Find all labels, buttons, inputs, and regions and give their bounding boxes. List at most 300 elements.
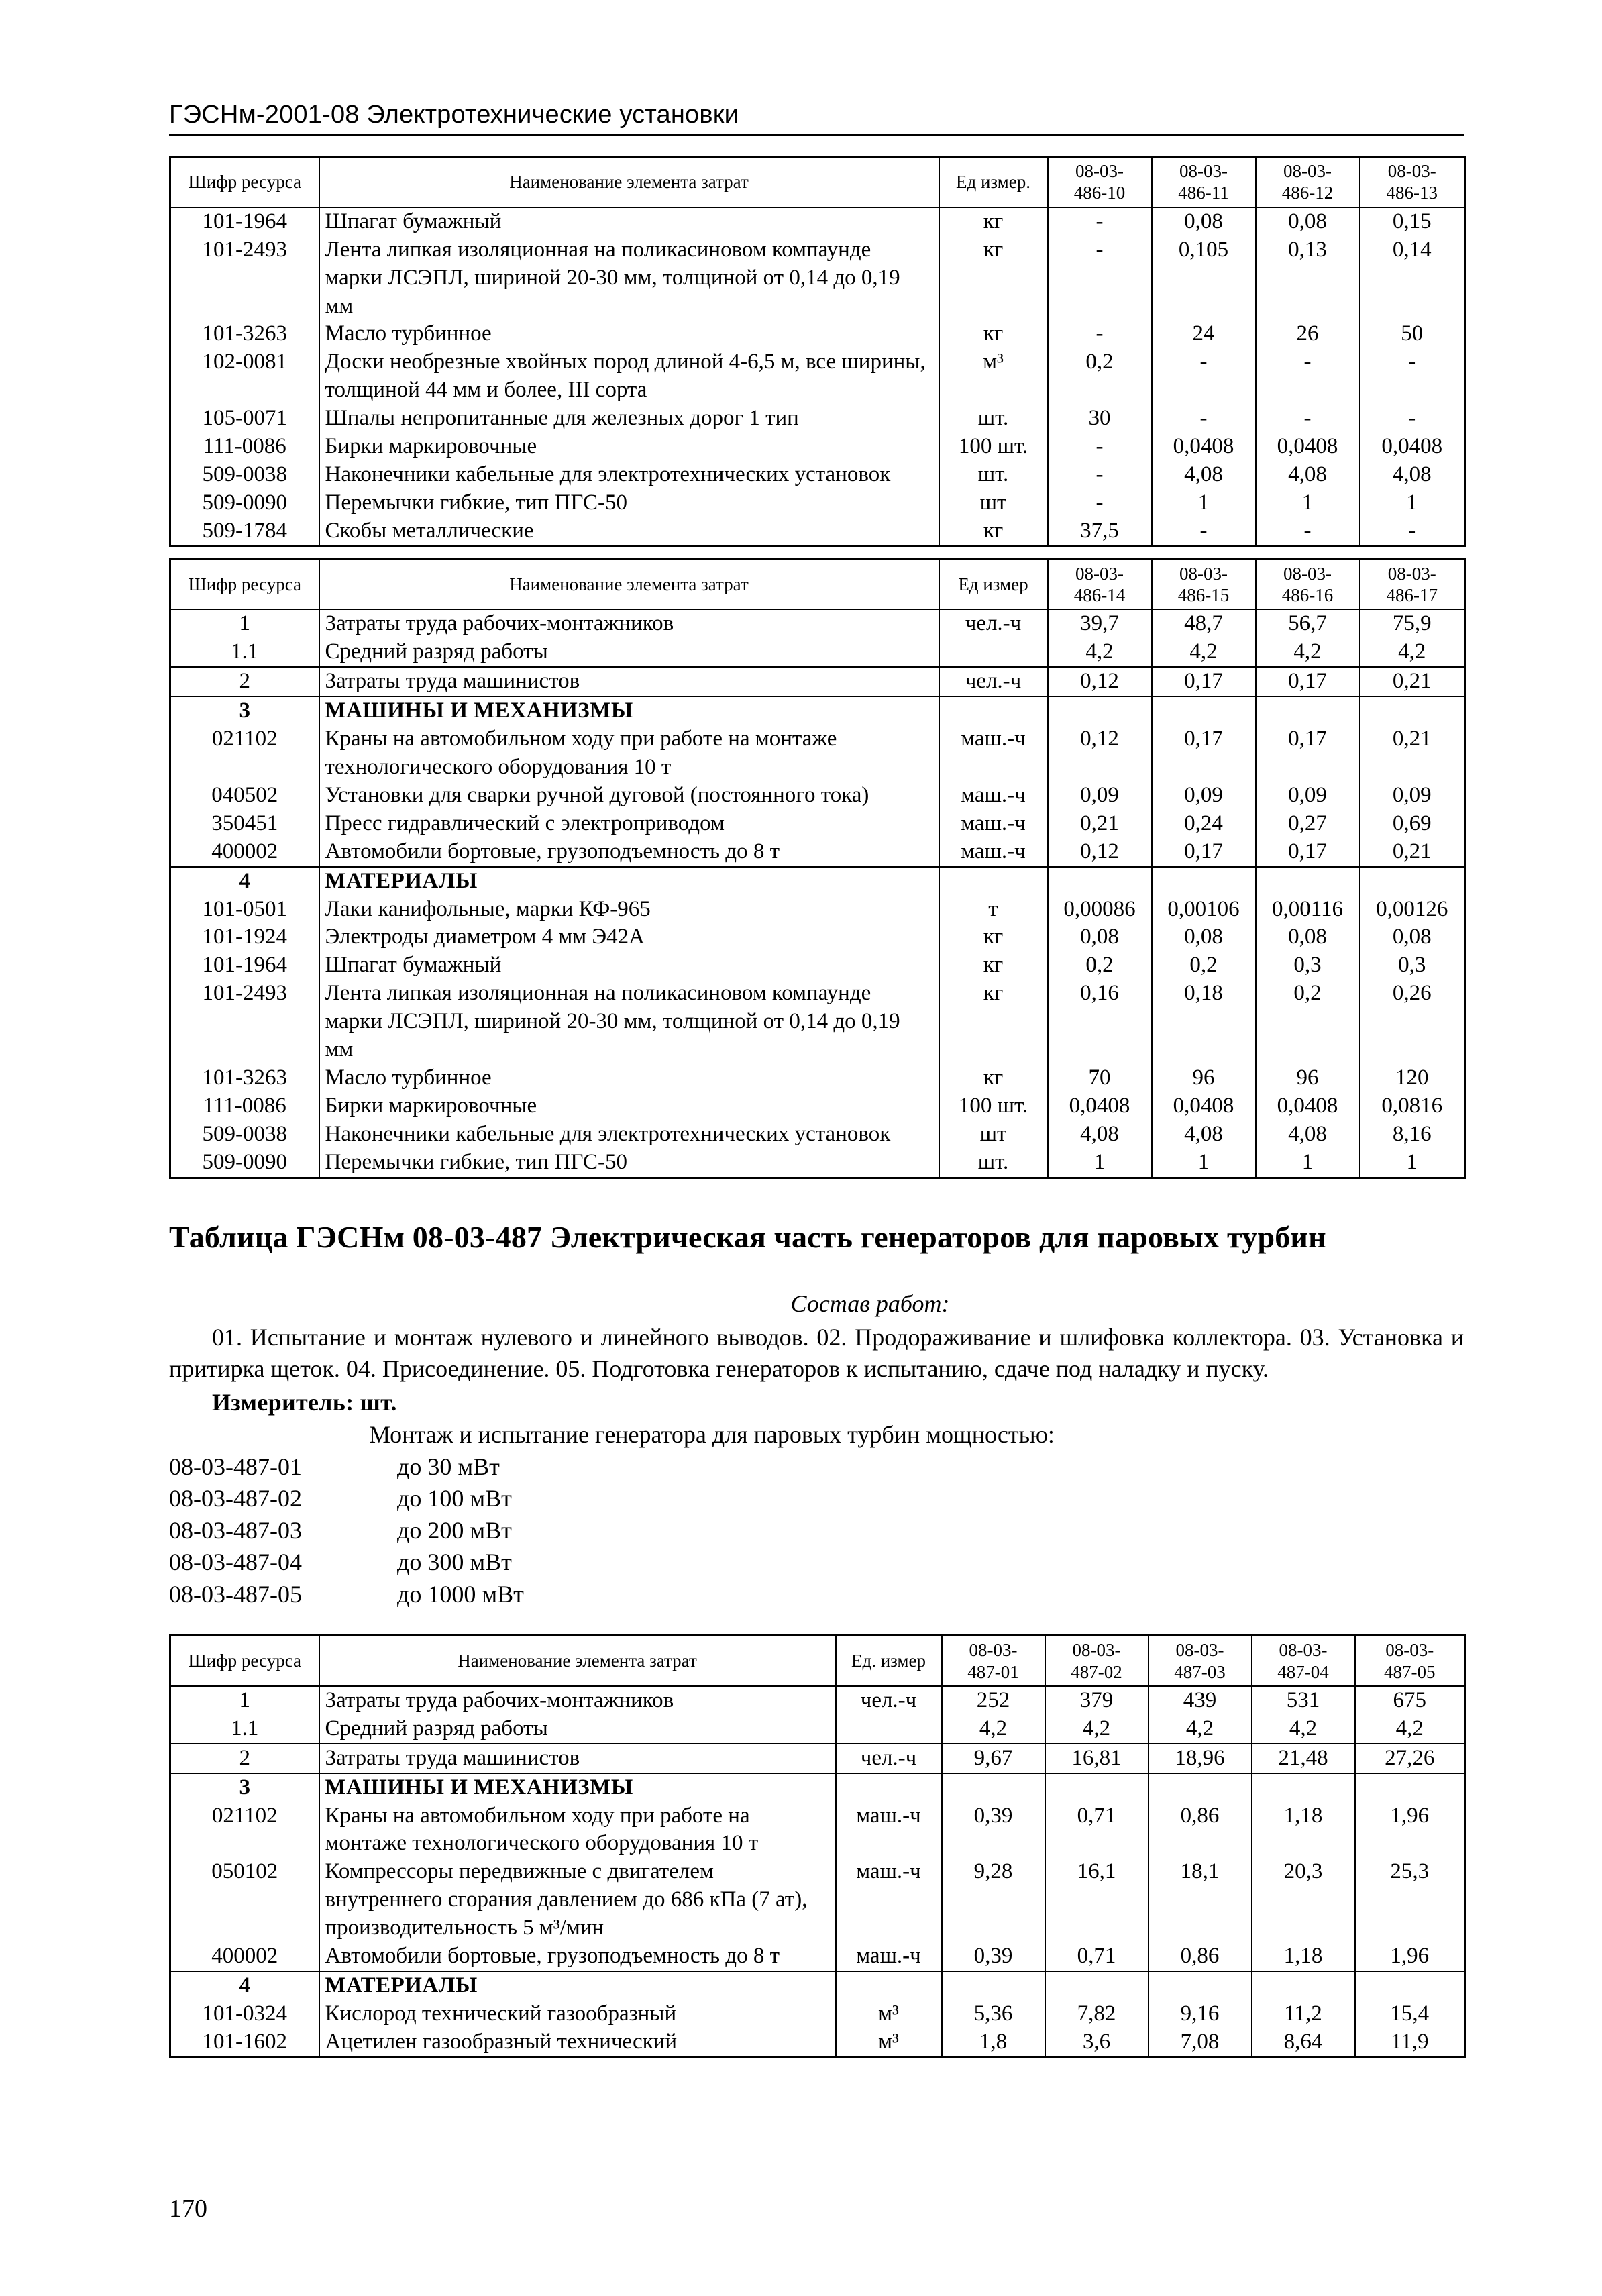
variant-code: 08-03-487-02 — [169, 1485, 302, 1512]
column-header: 08-03- 486-12 — [1256, 157, 1360, 207]
value-cell — [1048, 696, 1152, 725]
value-cell — [1149, 1773, 1252, 1802]
value-cell — [1360, 867, 1465, 896]
table-row — [170, 1744, 1465, 1773]
resource-name: Бирки маркировочные — [319, 433, 939, 461]
unit-of-measure: чел.-ч — [836, 1744, 942, 1773]
resource-code: 040502 — [170, 782, 319, 810]
resource-name: Компрессоры передвижные с двигателем внутреннего сгорания давлением до 686 кПа (7 ат), производительность 5 м³/мин — [319, 1858, 836, 1942]
resource-code: 1 — [170, 609, 319, 638]
table-row — [170, 1715, 1465, 1744]
value-cell: - — [1360, 348, 1465, 405]
section-heading: МАТЕРИАЛЫ — [319, 867, 939, 896]
value-cell: 0,0408 — [1152, 1092, 1256, 1120]
value-cell: 4,08 — [1152, 1120, 1256, 1149]
column-header: 08-03- 486-15 — [1152, 559, 1256, 609]
unit-of-measure: 100 шт. — [939, 433, 1048, 461]
resource-name: Краны на автомобильном ходу при работе на монтаже технологического оборудования 10 т — [319, 1802, 836, 1859]
table-row — [170, 236, 1465, 321]
unit-of-measure — [836, 1971, 942, 2000]
value-cell: 96 — [1256, 1064, 1360, 1092]
column-header: Шифр ресурса — [170, 157, 319, 207]
resource-code: 101-3263 — [170, 1064, 319, 1092]
resource-name: Автомобили бортовые, грузоподъемность до 8 т — [319, 838, 939, 867]
table-row — [170, 867, 1465, 896]
resource-name: Масло турбинное — [319, 320, 939, 348]
value-cell: 531 — [1252, 1686, 1355, 1715]
resource-code: 3 — [170, 1773, 319, 1802]
value-cell: 1 — [1360, 489, 1465, 517]
value-cell: 11,2 — [1252, 2000, 1355, 2028]
value-cell: 439 — [1149, 1686, 1252, 1715]
value-cell: 0,08 — [1256, 923, 1360, 951]
resource-code: 050102 — [170, 1858, 319, 1942]
resource-name: Ацетилен газообразный технический — [319, 2028, 836, 2057]
value-cell: 11,9 — [1355, 2028, 1465, 2057]
table-row — [170, 782, 1465, 810]
value-cell: 0,17 — [1256, 838, 1360, 867]
value-cell: 0,08 — [1360, 923, 1465, 951]
value-cell: 5,36 — [942, 2000, 1045, 2028]
page-number: 170 — [169, 2195, 207, 2223]
unit-of-measure: шт. — [939, 1149, 1048, 1178]
table-row — [170, 1064, 1465, 1092]
resource-code: 021102 — [170, 725, 319, 782]
unit-of-measure: шт. — [939, 405, 1048, 433]
resource-code: 111-0086 — [170, 433, 319, 461]
page — [169, 101, 1464, 2058]
value-cell: 0,17 — [1152, 838, 1256, 867]
resource-code: 105-0071 — [170, 405, 319, 433]
value-cell: 0,0408 — [1256, 433, 1360, 461]
column-header: 08-03- 486-13 — [1360, 157, 1465, 207]
table-row — [170, 517, 1465, 546]
table-row — [170, 696, 1465, 725]
value-cell: 39,7 — [1048, 609, 1152, 638]
column-header: Ед измер. — [939, 157, 1048, 207]
value-cell: 96 — [1152, 1064, 1256, 1092]
value-cell — [1256, 696, 1360, 725]
value-cell: 75,9 — [1360, 609, 1465, 638]
value-cell: 1,18 — [1252, 1802, 1355, 1859]
variant-code: 08-03-487-03 — [169, 1516, 302, 1544]
variant-item — [169, 1483, 1464, 1515]
table-row — [170, 489, 1465, 517]
value-cell: 0,3 — [1360, 951, 1465, 980]
value-cell: - — [1152, 348, 1256, 405]
value-cell: 0,16 — [1048, 980, 1152, 1064]
column-header: 08-03- 487-04 — [1252, 1636, 1355, 1686]
unit-of-measure: шт — [939, 1120, 1048, 1149]
column-header: 08-03- 487-01 — [942, 1636, 1045, 1686]
value-cell: 0,71 — [1045, 1942, 1149, 1971]
table-row — [170, 2028, 1465, 2057]
table-row — [170, 1092, 1465, 1120]
resource-name: Шпагат бумажный — [319, 951, 939, 980]
unit-of-measure: кг — [939, 207, 1048, 236]
unit-of-measure: кг — [939, 923, 1048, 951]
column-header: Шифр ресурса — [170, 559, 319, 609]
unit-of-measure: маш.-ч — [939, 725, 1048, 782]
variants-description: Монтаж и испытание генератора для паровых турбин мощностью: — [369, 1420, 1055, 1448]
resource-name: Затраты труда машинистов — [319, 1744, 836, 1773]
value-cell: 0,0408 — [1360, 433, 1465, 461]
value-cell: 0,09 — [1256, 782, 1360, 810]
resource-code: 4 — [170, 867, 319, 896]
value-cell: - — [1256, 348, 1360, 405]
variant-code: 08-03-487-04 — [169, 1549, 302, 1576]
table-row — [170, 1149, 1465, 1178]
value-cell: 0,18 — [1152, 980, 1256, 1064]
column-header: 08-03- 487-03 — [1149, 1636, 1252, 1686]
value-cell: 4,08 — [1152, 461, 1256, 489]
table-row — [170, 609, 1465, 638]
value-cell — [1149, 1971, 1252, 2000]
column-header: Ед. измер — [836, 1636, 942, 1686]
resource-code: 101-1964 — [170, 951, 319, 980]
value-cell: - — [1048, 433, 1152, 461]
section-heading: МАШИНЫ И МЕХАНИЗМЫ — [319, 696, 939, 725]
composition-text: 01. Испытание и монтаж нулевого и линейного выводов. 02. Продораживание и шлифовка коллектора. 03. Установка и притирка щеток. 04. Присоединение. 05. Подготовка генераторов к испытанию, сдаче под наладку и пуску. — [169, 1323, 1464, 1383]
value-cell: 1,96 — [1355, 1942, 1465, 1971]
resource-name: Шпалы непропитанные для железных дорог 1 тип — [319, 405, 939, 433]
table-row — [170, 433, 1465, 461]
meter-value: шт. — [360, 1388, 397, 1416]
table-row — [170, 1971, 1465, 2000]
value-cell: 4,08 — [1256, 461, 1360, 489]
value-cell: 0,12 — [1048, 725, 1152, 782]
value-cell: - — [1048, 236, 1152, 321]
unit-of-measure: маш.-ч — [939, 838, 1048, 867]
resource-code: 400002 — [170, 838, 319, 867]
unit-of-measure: шт — [939, 489, 1048, 517]
value-cell: 25,3 — [1355, 1858, 1465, 1942]
meter-label: Измеритель: — [212, 1388, 354, 1416]
resource-name: Автомобили бортовые, грузоподъемность до 8 т — [319, 1942, 836, 1971]
section-heading: МАШИНЫ И МЕХАНИЗМЫ — [319, 1773, 836, 1802]
value-cell: 50 — [1360, 320, 1465, 348]
table-row — [170, 320, 1465, 348]
resource-name: Средний разряд работы — [319, 1715, 836, 1744]
unit-of-measure: маш.-ч — [836, 1942, 942, 1971]
table-row — [170, 1858, 1465, 1942]
value-cell — [1048, 867, 1152, 896]
unit-of-measure: кг — [939, 236, 1048, 321]
resource-code: 101-3263 — [170, 320, 319, 348]
value-cell: 0,00116 — [1256, 896, 1360, 924]
value-cell: 0,08 — [1048, 923, 1152, 951]
value-cell: 0,69 — [1360, 810, 1465, 838]
unit-of-measure: м³ — [836, 2028, 942, 2057]
table-row — [170, 667, 1465, 696]
value-cell — [1256, 867, 1360, 896]
variant-code: 08-03-487-05 — [169, 1580, 302, 1608]
resource-code: 1 — [170, 1686, 319, 1715]
value-cell: 1 — [1256, 489, 1360, 517]
value-cell: - — [1152, 405, 1256, 433]
resource-name: Краны на автомобильном ходу при работе на монтаже технологического оборудования 10 т — [319, 725, 939, 782]
value-cell: 0,39 — [942, 1802, 1045, 1859]
unit-of-measure: кг — [939, 951, 1048, 980]
resource-name: Наконечники кабельные для электротехнических установок — [319, 1120, 939, 1149]
resource-code: 101-1924 — [170, 923, 319, 951]
value-cell: 3,6 — [1045, 2028, 1149, 2057]
table-row — [170, 461, 1465, 489]
value-cell: 4,08 — [1360, 461, 1465, 489]
value-cell — [1045, 1773, 1149, 1802]
composition-heading: Состав работ: — [790, 1290, 950, 1317]
value-cell: 15,4 — [1355, 2000, 1465, 2028]
running-head: ГЭСНм-2001-08 Электротехнические установки — [169, 101, 1464, 136]
column-header: 08-03- 487-02 — [1045, 1636, 1149, 1686]
resource-name: Перемычки гибкие, тип ПГС-50 — [319, 489, 939, 517]
value-cell: 24 — [1152, 320, 1256, 348]
value-cell: 0,2 — [1256, 980, 1360, 1064]
value-cell — [1355, 1971, 1465, 2000]
resource-name: Затраты труда рабочих-монтажников — [319, 1686, 836, 1715]
table-header-row — [170, 157, 1465, 207]
value-cell: 4,2 — [1152, 638, 1256, 667]
value-cell: 21,48 — [1252, 1744, 1355, 1773]
column-header: 08-03- 486-17 — [1360, 559, 1465, 609]
value-cell — [942, 1971, 1045, 2000]
table-header-row — [170, 559, 1465, 609]
value-cell: - — [1360, 517, 1465, 546]
value-cell: 0,08 — [1152, 207, 1256, 236]
meter-line — [169, 1388, 1464, 1416]
unit-of-measure: маш.-ч — [836, 1858, 942, 1942]
variant-text: до 1000 мВт — [397, 1580, 524, 1608]
value-cell: 4,2 — [942, 1715, 1045, 1744]
value-cell: 0,2 — [1048, 951, 1152, 980]
column-header: 08-03- 486-10 — [1048, 157, 1152, 207]
resource-name: Лента липкая изоляционная на поликасиновом компаунде марки ЛСЭПЛ, шириной 20-30 мм, толщиной от 0,14 до 0,19 мм — [319, 980, 939, 1064]
table-row — [170, 207, 1465, 236]
variants-list — [169, 1451, 1464, 1611]
value-cell: 0,2 — [1152, 951, 1256, 980]
resource-table-487 — [169, 1634, 1466, 2058]
resource-code: 400002 — [170, 1942, 319, 1971]
value-cell: 0,21 — [1048, 810, 1152, 838]
value-cell: 27,26 — [1355, 1744, 1465, 1773]
resource-code: 101-2493 — [170, 236, 319, 321]
resource-code: 021102 — [170, 1802, 319, 1859]
value-cell: - — [1256, 517, 1360, 546]
table-row — [170, 2000, 1465, 2028]
table-row — [170, 1120, 1465, 1149]
value-cell: 0,86 — [1149, 1942, 1252, 1971]
variant-code: 08-03-487-01 — [169, 1453, 302, 1480]
table-row — [170, 348, 1465, 405]
resource-code: 2 — [170, 667, 319, 696]
value-cell — [1252, 1773, 1355, 1802]
value-cell: 0,00126 — [1360, 896, 1465, 924]
value-cell: 0,09 — [1360, 782, 1465, 810]
value-cell: 4,2 — [1048, 638, 1152, 667]
value-cell: 0,17 — [1256, 725, 1360, 782]
resource-name: Скобы металлические — [319, 517, 939, 546]
table-row — [170, 923, 1465, 951]
value-cell: 0,21 — [1360, 667, 1465, 696]
variant-text: до 30 мВт — [397, 1453, 500, 1480]
resource-name: Электроды диаметром 4 мм Э42А — [319, 923, 939, 951]
value-cell: 70 — [1048, 1064, 1152, 1092]
value-cell: 4,2 — [1360, 638, 1465, 667]
unit-of-measure: т — [939, 896, 1048, 924]
resource-code: 509-0090 — [170, 489, 319, 517]
column-header: Наименование элемента затрат — [319, 1636, 836, 1686]
value-cell: 379 — [1045, 1686, 1149, 1715]
unit-of-measure: маш.-ч — [939, 782, 1048, 810]
value-cell: 0,13 — [1256, 236, 1360, 321]
value-cell: 0,17 — [1256, 667, 1360, 696]
value-cell: - — [1360, 405, 1465, 433]
table-row — [170, 638, 1465, 667]
value-cell: 0,0408 — [1256, 1092, 1360, 1120]
table-row — [170, 1686, 1465, 1715]
resource-name: Масло турбинное — [319, 1064, 939, 1092]
resource-code: 101-0501 — [170, 896, 319, 924]
value-cell: 0,15 — [1360, 207, 1465, 236]
value-cell: 0,00086 — [1048, 896, 1152, 924]
value-cell: 4,2 — [1256, 638, 1360, 667]
resource-code: 101-1964 — [170, 207, 319, 236]
value-cell: 9,28 — [942, 1858, 1045, 1942]
value-cell: 4,2 — [1149, 1715, 1252, 1744]
value-cell: 0,0408 — [1048, 1092, 1152, 1120]
resource-code: 1.1 — [170, 638, 319, 667]
column-header: 08-03- 487-05 — [1355, 1636, 1465, 1686]
table-row — [170, 810, 1465, 838]
unit-of-measure — [939, 638, 1048, 667]
column-header: 08-03- 486-11 — [1152, 157, 1256, 207]
column-header: Ед измер — [939, 559, 1048, 609]
resource-name: Лента липкая изоляционная на поликасиновом компаунде марки ЛСЭПЛ, шириной 20-30 мм, толщиной от 0,14 до 0,19 мм — [319, 236, 939, 321]
table-header-row — [170, 1636, 1465, 1686]
unit-of-measure: чел.-ч — [939, 609, 1048, 638]
resource-name: Бирки маркировочные — [319, 1092, 939, 1120]
resource-code: 509-0090 — [170, 1149, 319, 1178]
value-cell: 8,64 — [1252, 2028, 1355, 2057]
value-cell: - — [1048, 320, 1152, 348]
resource-name: Шпагат бумажный — [319, 207, 939, 236]
value-cell: 0,0816 — [1360, 1092, 1465, 1120]
resource-name: Кислород технический газообразный — [319, 2000, 836, 2028]
value-cell — [1355, 1773, 1465, 1802]
resource-name: Наконечники кабельные для электротехнических установок — [319, 461, 939, 489]
value-cell: 1,96 — [1355, 1802, 1465, 1859]
value-cell: 7,82 — [1045, 2000, 1149, 2028]
value-cell: 9,67 — [942, 1744, 1045, 1773]
value-cell: 0,17 — [1152, 667, 1256, 696]
value-cell: 8,16 — [1360, 1120, 1465, 1149]
value-cell: 4,2 — [1045, 1715, 1149, 1744]
value-cell: 0,12 — [1048, 838, 1152, 867]
unit-of-measure: кг — [939, 517, 1048, 546]
value-cell: 0,09 — [1152, 782, 1256, 810]
value-cell: 1 — [1152, 489, 1256, 517]
unit-of-measure: чел.-ч — [939, 667, 1048, 696]
value-cell: 0,08 — [1256, 207, 1360, 236]
value-cell: - — [1152, 517, 1256, 546]
variant-text: до 200 мВт — [397, 1516, 512, 1544]
value-cell: - — [1048, 461, 1152, 489]
variant-item — [169, 1515, 1464, 1547]
value-cell: 16,81 — [1045, 1744, 1149, 1773]
column-header: 08-03- 486-14 — [1048, 559, 1152, 609]
value-cell: 18,1 — [1149, 1858, 1252, 1942]
value-cell: 0,12 — [1048, 667, 1152, 696]
value-cell: 16,1 — [1045, 1858, 1149, 1942]
value-cell: 0,71 — [1045, 1802, 1149, 1859]
table-row — [170, 951, 1465, 980]
resource-code: 3 — [170, 696, 319, 725]
table-row — [170, 405, 1465, 433]
resource-name: Доски необрезные хвойных пород длиной 4-6,5 м, все ширины, толщиной 44 мм и более, III сорта — [319, 348, 939, 405]
resource-code: 102-0081 — [170, 348, 319, 405]
variant-item — [169, 1579, 1464, 1611]
value-cell: 1 — [1360, 1149, 1465, 1178]
value-cell: 252 — [942, 1686, 1045, 1715]
table-row — [170, 725, 1465, 782]
value-cell — [1360, 696, 1465, 725]
unit-of-measure: м³ — [939, 348, 1048, 405]
unit-of-measure: кг — [939, 320, 1048, 348]
value-cell: 18,96 — [1149, 1744, 1252, 1773]
value-cell: 0,27 — [1256, 810, 1360, 838]
value-cell: 0,09 — [1048, 782, 1152, 810]
value-cell: 0,24 — [1152, 810, 1256, 838]
resource-name: Затраты труда машинистов — [319, 667, 939, 696]
unit-of-measure — [939, 696, 1048, 725]
value-cell: 0,08 — [1152, 923, 1256, 951]
table-row — [170, 896, 1465, 924]
unit-of-measure — [939, 867, 1048, 896]
table-row — [170, 1773, 1465, 1802]
unit-of-measure — [836, 1773, 942, 1802]
variant-item — [169, 1451, 1464, 1483]
value-cell: 0,3 — [1256, 951, 1360, 980]
value-cell: 1,18 — [1252, 1942, 1355, 1971]
value-cell: 4,08 — [1256, 1120, 1360, 1149]
value-cell: 675 — [1355, 1686, 1465, 1715]
resource-name: Средний разряд работы — [319, 638, 939, 667]
value-cell: 0,00106 — [1152, 896, 1256, 924]
unit-of-measure: маш.-ч — [836, 1802, 942, 1859]
resource-code: 2 — [170, 1744, 319, 1773]
value-cell: 4,2 — [1252, 1715, 1355, 1744]
value-cell: 0,21 — [1360, 725, 1465, 782]
value-cell — [1152, 867, 1256, 896]
resource-table-486-14-17 — [169, 558, 1466, 1179]
column-header: Шифр ресурса — [170, 1636, 319, 1686]
resource-code: 509-0038 — [170, 1120, 319, 1149]
variant-item — [169, 1547, 1464, 1579]
value-cell: 30 — [1048, 405, 1152, 433]
column-header: 08-03- 486-16 — [1256, 559, 1360, 609]
table-row — [170, 1942, 1465, 1971]
resource-code: 101-1602 — [170, 2028, 319, 2057]
value-cell: 1,8 — [942, 2028, 1045, 2057]
value-cell: 0,2 — [1048, 348, 1152, 405]
resource-code: 1.1 — [170, 1715, 319, 1744]
value-cell: 7,08 — [1149, 2028, 1252, 2057]
value-cell: - — [1256, 405, 1360, 433]
unit-of-measure: 100 шт. — [939, 1092, 1048, 1120]
resource-code: 509-1784 — [170, 517, 319, 546]
value-cell: 56,7 — [1256, 609, 1360, 638]
unit-of-measure — [836, 1715, 942, 1744]
